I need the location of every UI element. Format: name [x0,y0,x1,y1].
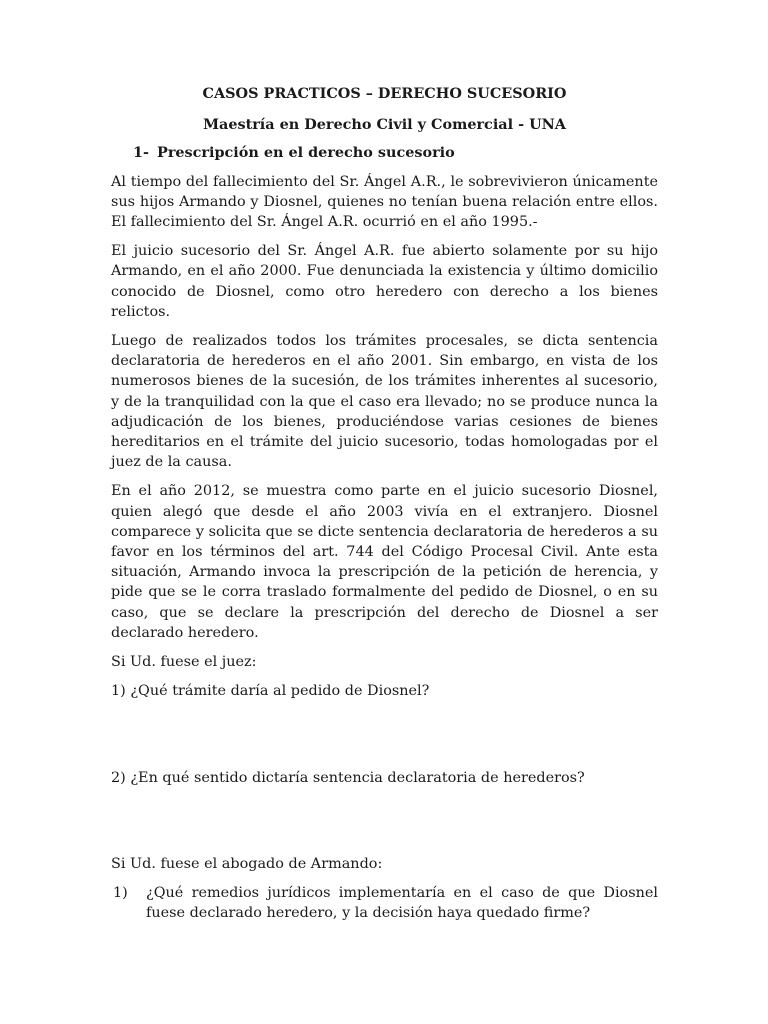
judge-question-1: 1) ¿Qué trámite daría al pedido de Diosnel? [111,683,430,700]
judge-prompt: Si Ud. fuese el juez: [111,654,257,671]
section-heading [133,143,658,163]
section-title: Prescripción en el derecho sucesorio [157,144,455,162]
lawyer-question-text: ¿Qué remedios jurídicos implementaría en el caso de que Diosnel fuese declarado heredero, y la decisión haya quedado firme? [146,884,658,922]
lawyer-prompt: Si Ud. fuese el abogado de Armando: [111,855,383,872]
paragraph-1: Al tiempo del fallecimiento del Sr. Ángel A.R., le sobrevivieron únicamente sus hijos Armando y Diosnel, quienes no tenían buena relación entre ellos. El fallecimiento del Sr. Ángel A.R. ocurrió en el año 1995.- [111,173,658,231]
paragraph-2: El juicio sucesorio del Sr. Ángel A.R. fue abierto solamente por su hijo Armando, en el año 2000. Fue denunciada la existencia y último domicilio conocido de Diosnel, como otro heredero con derecho a los bienes relictos. [111,243,658,320]
document-subtitle: Maestría en Derecho Civil y Comercial - UNA [203,116,566,134]
section-number: 1- [133,144,149,162]
document-page [111,84,658,923]
lawyer-question-number: 1) [113,884,128,901]
lawyer-question-1 [111,883,658,923]
paragraph-4: En el año 2012, se muestra como parte en el juicio sucesorio Diosnel, quien alegó que desde el año 2003 vivía en el extranjero. Diosnel comparece y solicita que se dicte sentencia declaratoria de herederos a su favor en los términos del art. 744 del Código Procesal Civil. Ante esta situación, Armando invoca la prescripción de la petición de herencia, y pide que se le corra traslado formalmente del pedido de Diosnel, o en su caso, que se declare la prescripción del derecho de Diosnel a ser declarado heredero. [111,483,658,641]
answer-space-2 [111,798,658,854]
answer-space-1 [111,710,658,768]
document-title: CASOS PRACTICOS – DERECHO SUCESORIO [202,85,567,102]
judge-question-2: 2) ¿En qué sentido dictaría sentencia declaratoria de herederos? [111,770,585,787]
paragraph-3: Luego de realizados todos los trámites procesales, se dicta sentencia declaratoria de herederos en el año 2001. Sin embargo, en vista de los numerosos bienes de la sucesión, de los trámites inherentes al sucesorio, y de la tranquilidad con la que el caso era llevado; no se produce nunca la adjudicación de los bienes, produciéndose varias cesiones de bienes hereditarios en el trámite del juicio sucesorio, todas homologadas por el juez de la causa. [111,333,658,471]
